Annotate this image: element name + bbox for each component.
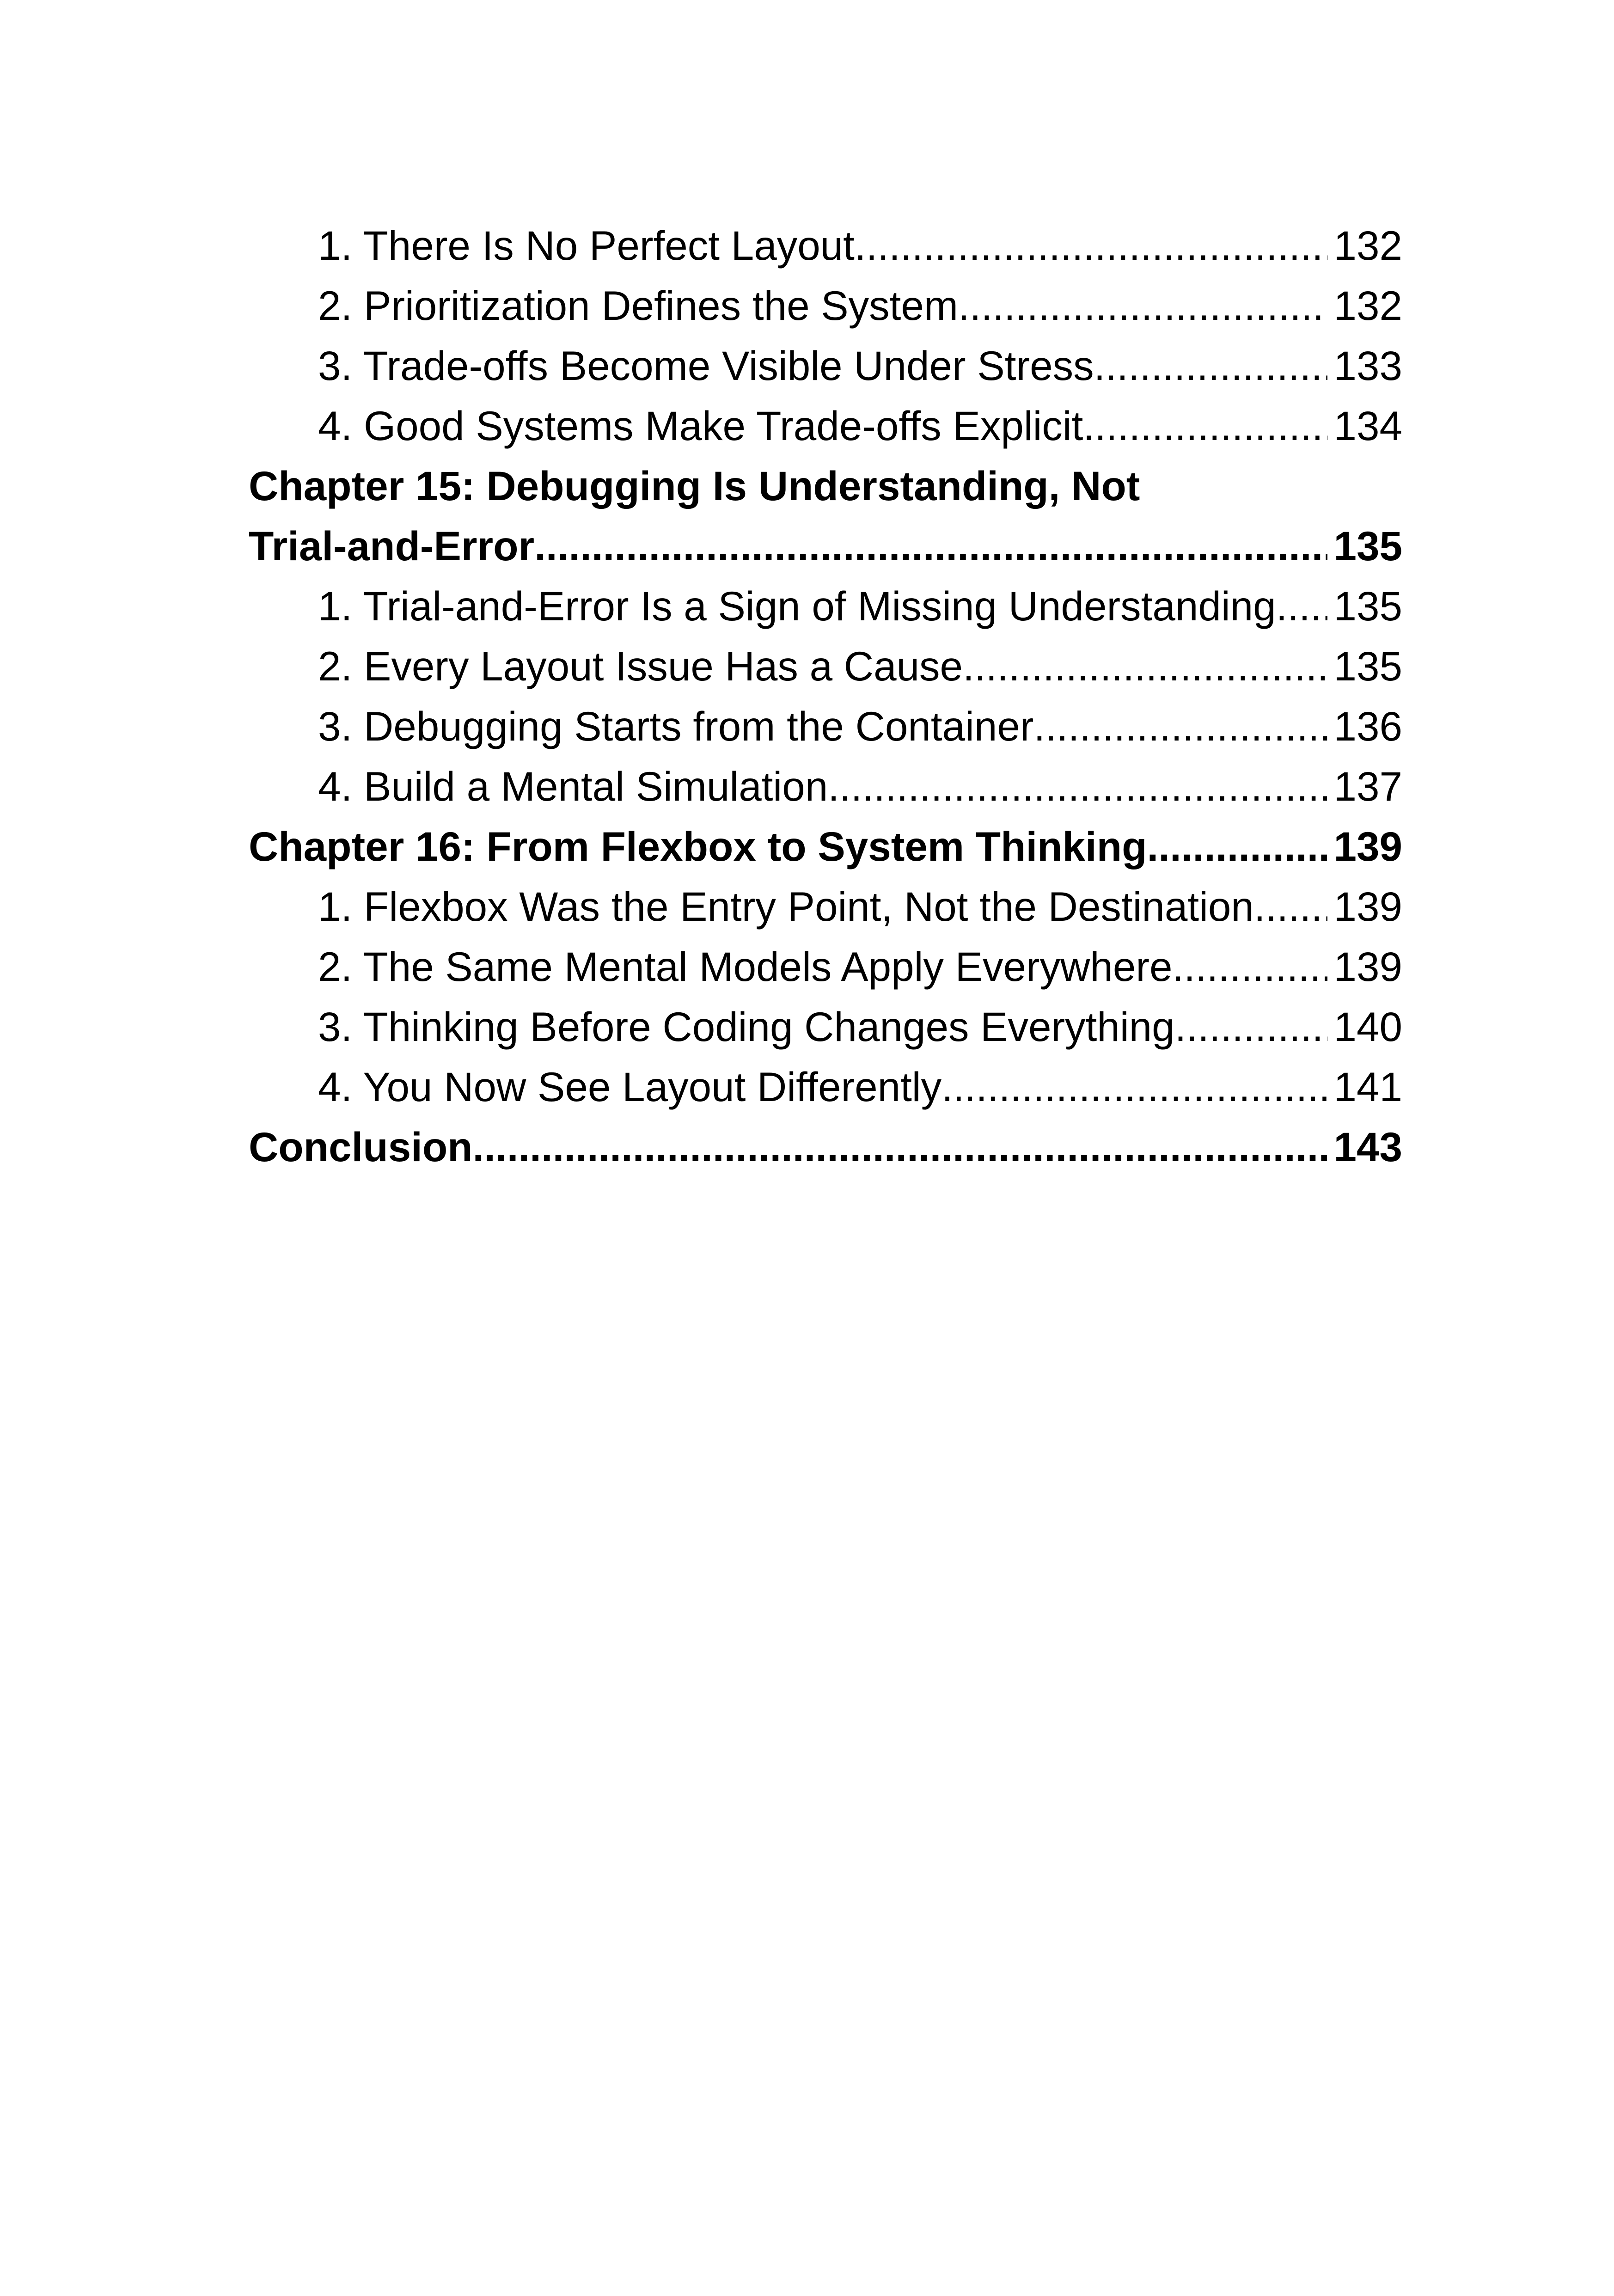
- toc-entry[interactable]: [249, 576, 1402, 636]
- chapter-page: 135: [1333, 523, 1402, 569]
- toc-entry-title: 4. You Now See Layout Differently: [318, 1064, 942, 1110]
- toc-entry[interactable]: [249, 336, 1402, 396]
- toc-entry-page: 137: [1333, 763, 1402, 809]
- toc-entry[interactable]: [249, 215, 1402, 276]
- conclusion-heading[interactable]: [249, 1117, 1402, 1177]
- dot-leader: [828, 756, 1327, 816]
- toc-entry-title: 3. Debugging Starts from the Container: [318, 703, 1034, 749]
- toc-entry-title: 2. Prioritization Defines the System: [318, 282, 959, 329]
- chapter-page: 143: [1333, 1124, 1402, 1170]
- toc-entry-page: 141: [1333, 1064, 1402, 1110]
- dot-leader: [1094, 336, 1327, 396]
- toc-entry[interactable]: [249, 997, 1402, 1057]
- toc-entry[interactable]: [249, 1057, 1402, 1117]
- dot-leader: [1175, 997, 1327, 1057]
- toc-entry[interactable]: [249, 756, 1402, 816]
- toc-entry-title: 3. Thinking Before Coding Changes Everything: [318, 1004, 1175, 1050]
- toc-entry-page: 135: [1333, 583, 1402, 629]
- toc-entry-title: 1. Flexbox Was the Entry Point, Not the Destination: [318, 883, 1254, 930]
- table-of-contents: [249, 215, 1402, 1177]
- toc-entry-title: 4. Build a Mental Simulation: [318, 763, 828, 809]
- toc-entry-page: 132: [1333, 282, 1402, 329]
- toc-entry-title: 4. Good Systems Make Trade-offs Explicit: [318, 403, 1083, 449]
- toc-entry-page: 136: [1333, 703, 1402, 749]
- dot-leader: [855, 215, 1327, 276]
- toc-entry[interactable]: [249, 636, 1402, 696]
- chapter-title: Chapter 16: From Flexbox to System Thinking: [249, 823, 1147, 869]
- toc-entry-page: 132: [1333, 222, 1402, 269]
- toc-entry-page: 135: [1333, 643, 1402, 689]
- toc-entry[interactable]: [249, 276, 1402, 336]
- toc-entry-title: 3. Trade-offs Become Visible Under Stress: [318, 343, 1094, 389]
- toc-entry-page: 134: [1333, 403, 1402, 449]
- chapter-16-heading[interactable]: [249, 816, 1402, 876]
- dot-leader: [534, 516, 1327, 576]
- chapter-title-continuation: Trial-and-Error: [249, 523, 535, 569]
- toc-entry[interactable]: [249, 696, 1402, 756]
- dot-leader: [963, 636, 1327, 696]
- dot-leader: [1254, 876, 1327, 937]
- toc-entry-title: 2. The Same Mental Models Apply Everywhere: [318, 943, 1173, 990]
- chapter-title-line-1: Chapter 15: Debugging Is Understanding, Not: [249, 463, 1140, 509]
- dot-leader: [958, 276, 1327, 336]
- dot-leader: [1173, 937, 1327, 997]
- chapter-title-line-2: [249, 516, 1402, 576]
- chapter-title: Conclusion: [249, 1124, 473, 1170]
- toc-entry[interactable]: [249, 937, 1402, 997]
- chapter-page: 139: [1333, 823, 1402, 869]
- toc-entry-page: 139: [1333, 943, 1402, 990]
- chapter-15-heading[interactable]: [249, 456, 1402, 576]
- toc-entry[interactable]: [249, 876, 1402, 937]
- toc-entry-title: 1. Trial-and-Error Is a Sign of Missing Understanding: [318, 583, 1276, 629]
- toc-entry-title: 1. There Is No Perfect Layout: [318, 222, 855, 269]
- toc-entry-page: 140: [1333, 1004, 1402, 1050]
- toc-entry-page: 133: [1333, 343, 1402, 389]
- toc-entry-title: 2. Every Layout Issue Has a Cause: [318, 643, 963, 689]
- dot-leader: [1033, 696, 1327, 756]
- toc-entry[interactable]: [249, 396, 1402, 456]
- dot-leader: [1276, 576, 1327, 636]
- dot-leader: [473, 1117, 1327, 1177]
- dot-leader: [942, 1057, 1327, 1117]
- dot-leader: [1147, 816, 1327, 876]
- dot-leader: [1083, 396, 1327, 456]
- toc-entry-page: 139: [1333, 883, 1402, 930]
